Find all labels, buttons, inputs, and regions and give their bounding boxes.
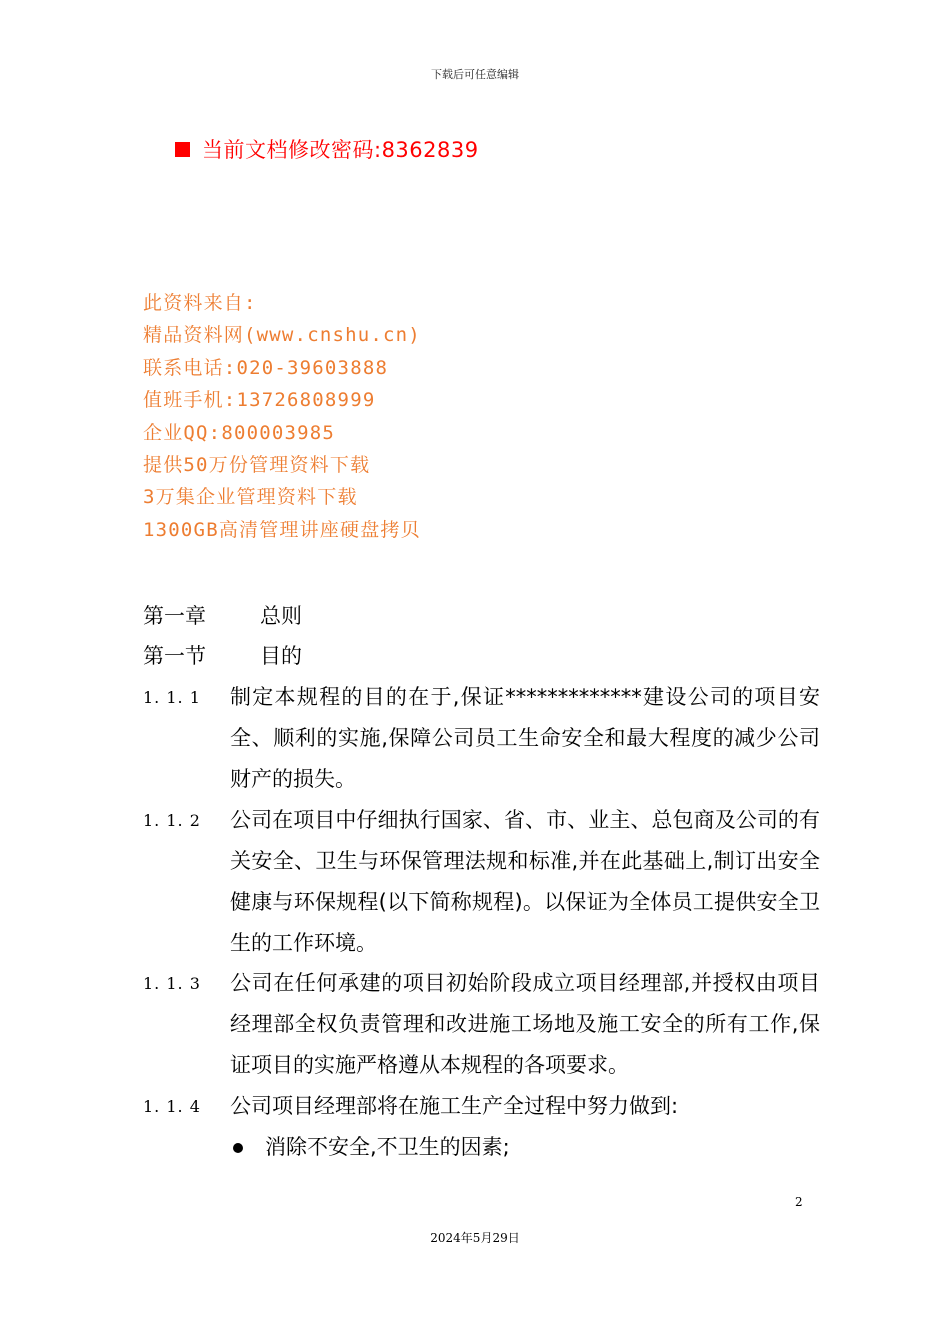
source-line-qq: 企业QQ:800003985: [143, 421, 336, 444]
clause-text: 公司项目经理部将在施工生产全过程中努力做到:: [230, 1094, 679, 1118]
source-line-phone: 联系电话:020-39603888: [143, 356, 389, 379]
source-line-offer-3: 1300GB高清管理讲座硬盘拷贝: [143, 518, 421, 541]
clause-text: 制定本规程的目的在于,保证*************建设公司的项目安全、顺利的实施,保障公司员工生命安全和最大程度的减少公司财产的损失。: [230, 685, 820, 791]
clause-text: 公司在任何承建的项目初始阶段成立项目经理部,并授权由项目经理部全权负责管理和改进施工场地及施工安全的所有工作,保证项目的实施严格遵从本规程的各项要求。: [230, 971, 820, 1077]
chapter-heading: [143, 600, 302, 630]
source-line-title: 此资料来自:: [143, 292, 257, 314]
page-footer-date: 2024年5月29日: [430, 1231, 520, 1245]
page-number: 2: [795, 1195, 803, 1209]
clause-number: 1. 1. 1: [143, 688, 201, 707]
source-line-offer-1: 提供50万份管理资料下载: [143, 453, 371, 476]
source-line-mobile: 值班手机:13726808999: [143, 389, 376, 412]
source-line-website: 精品资料网(www.cnshu.cn): [143, 324, 421, 347]
source-line-offer-2: 3万集企业管理资料下载: [143, 486, 358, 509]
clause-number: 1. 1. 3: [143, 974, 201, 993]
source-info-block: [143, 287, 421, 546]
password-text: 当前文档修改密码:8362839: [202, 138, 479, 162]
chapter-title: 总则: [260, 604, 302, 628]
password-notice: [175, 134, 479, 164]
clause-text: 公司在项目中仔细执行国家、省、市、业主、总包商及公司的有关安全、卫生与环保管理法规和标准,并在此基础上,制订出安全健康与环保规程(以下简称规程)。以保证为全体员工提供安全卫生的工作环境。: [230, 808, 820, 955]
chapter-label: 第一章: [143, 604, 206, 628]
page-header: 下载后可任意编辑: [431, 68, 519, 81]
section-heading: [143, 640, 302, 670]
bullet-text: 消除不安全,不卫生的因素;: [265, 1135, 510, 1159]
red-square-icon: [175, 142, 190, 157]
clause-number: 1. 1. 4: [143, 1097, 201, 1116]
section-title: 目的: [260, 644, 302, 668]
bullet-dot-icon: [233, 1143, 243, 1153]
section-label: 第一节: [143, 644, 206, 668]
bullet-item: [230, 1127, 510, 1168]
clause-number: 1. 1. 2: [143, 811, 201, 830]
